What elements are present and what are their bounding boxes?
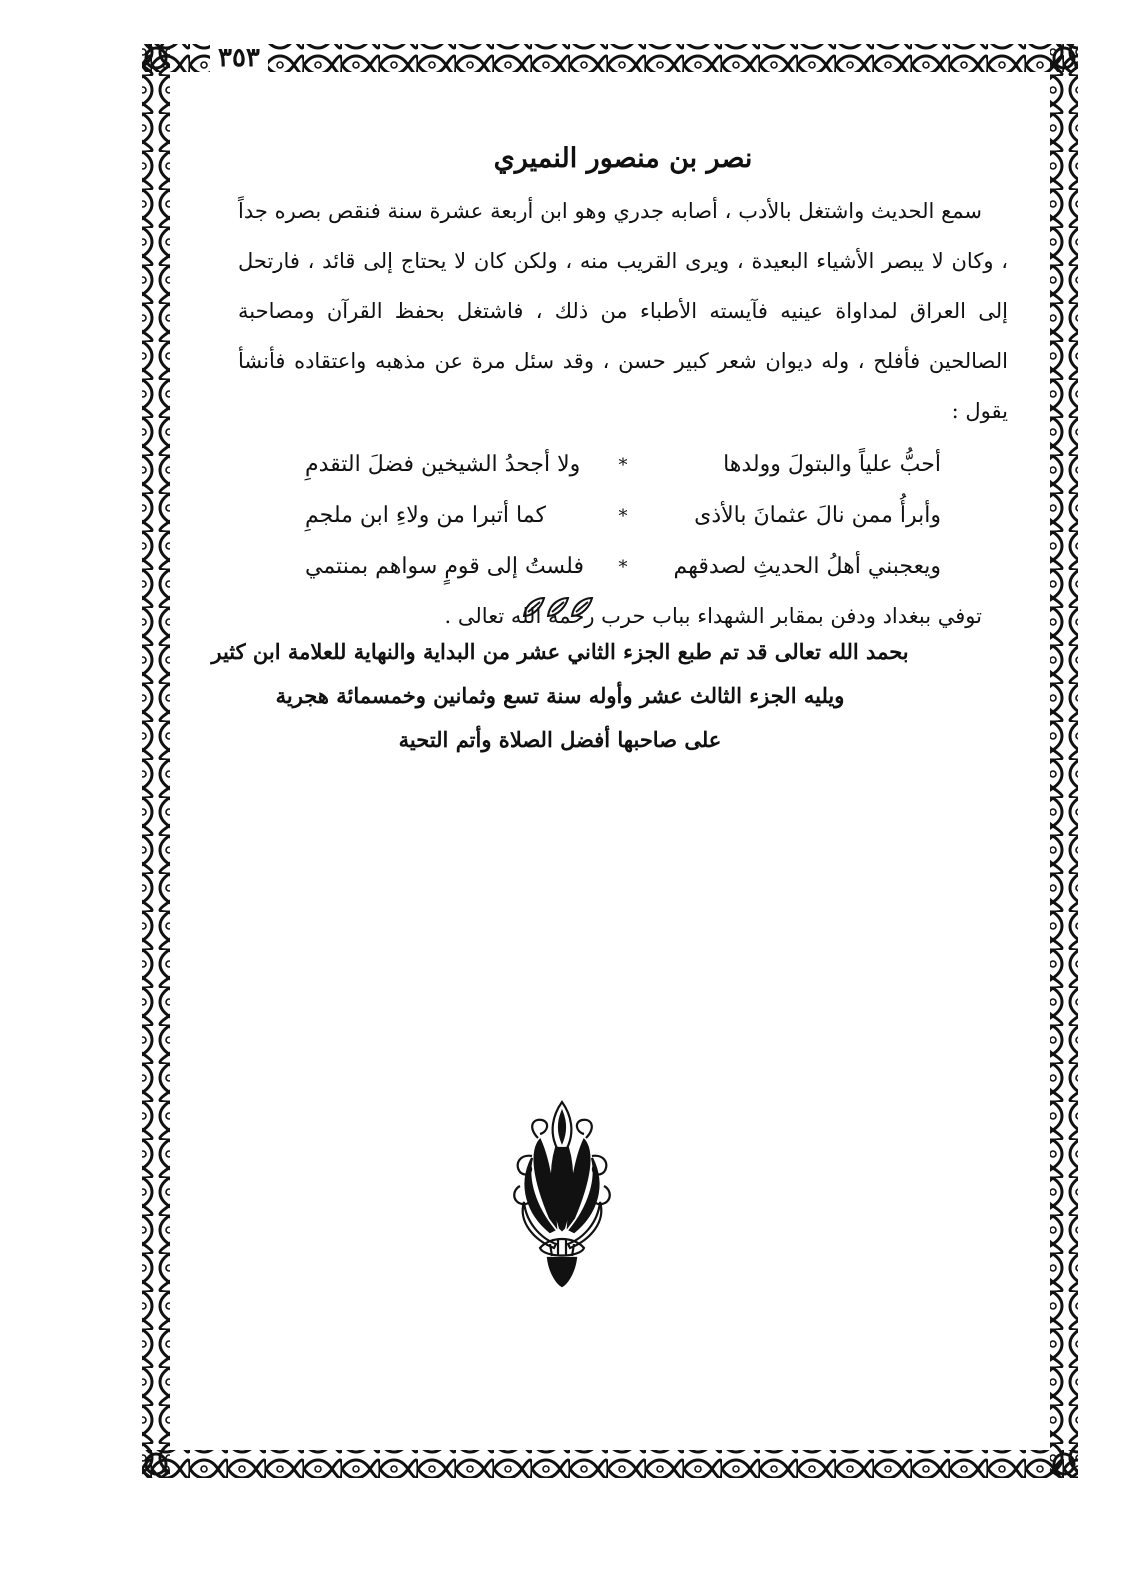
poem-verse: [238, 542, 1008, 593]
colophon-line: بحمد الله تعالى قد تم طبع الجزء الثاني عشر من البداية والنهاية للعلامة ابن كثير: [211, 639, 909, 664]
poem: [238, 440, 1008, 593]
verse-first-hemistich: أحبُّ علياً والبتولَ وولدها: [723, 452, 941, 477]
verse-separator: *: [618, 506, 628, 527]
verse-second-hemistich: ولا أجحدُ الشيخين فضلَ التقدمِ: [305, 452, 581, 477]
verse-separator: *: [618, 455, 628, 476]
palmette-tailpiece-ornament: [510, 1098, 614, 1288]
entry-closing: توفي ببغداد ودفن بمقابر الشهداء بباب حرب رحمه الله تعالى .: [444, 604, 982, 628]
poem-verse: [238, 491, 1008, 542]
entry-paragraph: سمع الحديث واشتغل بالأدب ، أصابه جدري وهو ابن أربعة عشرة سنة فنقص بصره جداً ، وكان لا يبصر الأشياء البعيدة ، ويرى القريب منه ، ولكن كان لا يحتاج إلى قائد ، فارتحل إلى العراق لمداواة عينيه فآيسته الأطباء من ذلك ، فاشتغل بحفظ القرآن ومصاحبة الصالحين فأفلح ، وله ديوان شعر كبير حسن ، وقد سئل مرة عن مذهبه واعتقاده فأنشأ يقول :: [238, 199, 1008, 423]
entry-title: نصر بن منصور النميري: [493, 143, 753, 174]
triple-leaf-divider-icon: [520, 594, 600, 620]
colophon-line: ويليه الجزء الثالث عشر وأوله سنة تسع وثمانين وخمسمائة هجرية: [275, 683, 845, 708]
page-number: ٣٥٣: [210, 38, 268, 78]
verse-second-hemistich: كما أتبرا من ولاءِ ابن ملجمِ: [305, 503, 546, 528]
colophon-line: على صاحبها أفضل الصلاة وأتم التحية: [398, 727, 722, 752]
verse-first-hemistich: ويعجبني أهلُ الحديثِ لصدقهم: [673, 554, 941, 579]
biography-entry: [238, 136, 1008, 639]
verse-separator: *: [618, 557, 628, 578]
verse-second-hemistich: فلستُ إلى قومٍ سواهم بمنتمي: [305, 554, 584, 579]
verse-first-hemistich: وأبرأُ ممن نالَ عثمانَ بالأذى: [694, 503, 941, 528]
poem-verse: [238, 440, 1008, 491]
colophon: [160, 630, 960, 762]
